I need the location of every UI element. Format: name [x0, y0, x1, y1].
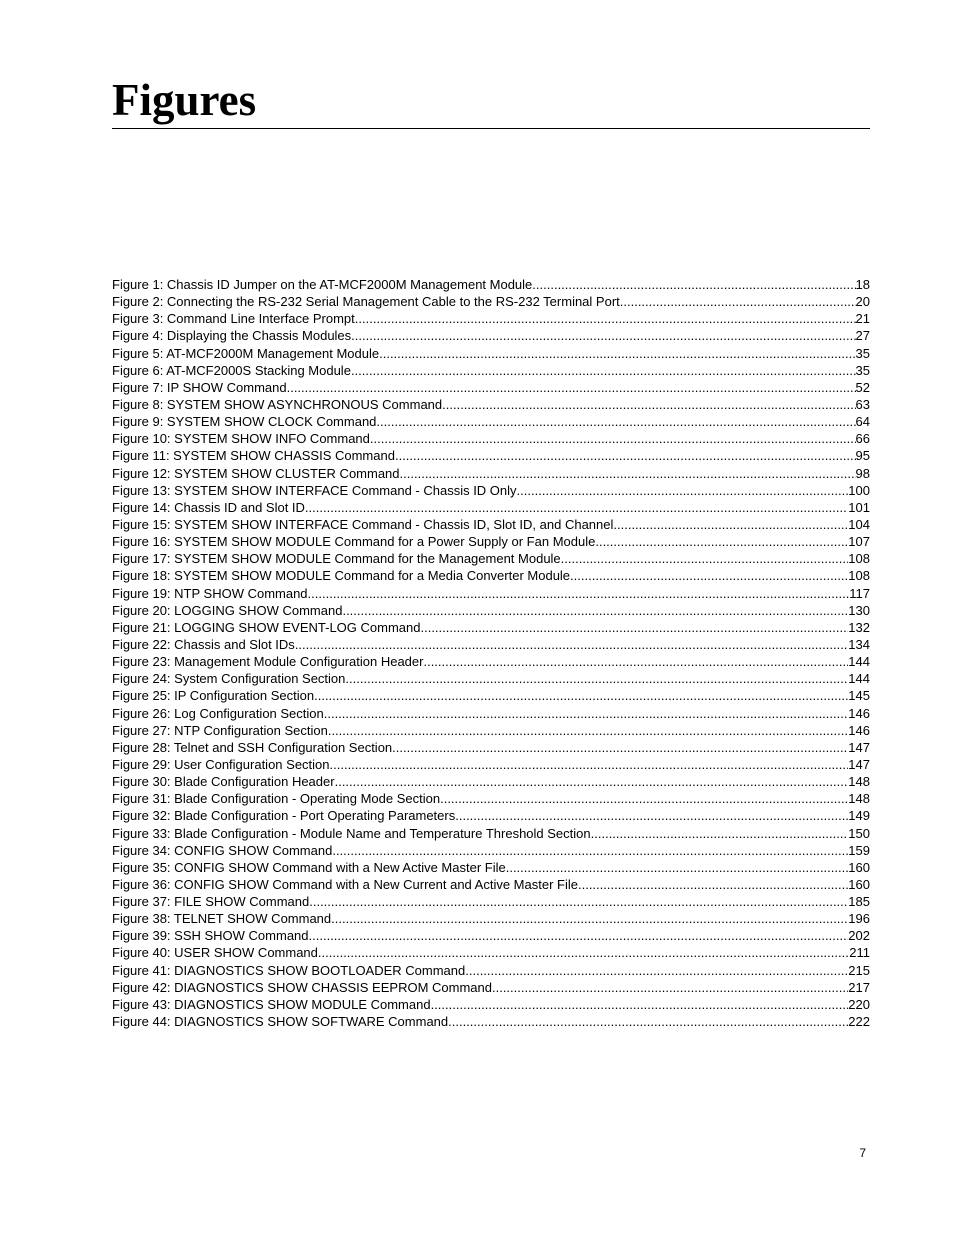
- figure-page-number: 145: [848, 688, 870, 704]
- dot-leader: [591, 825, 849, 842]
- figure-title: Figure 2: Connecting the RS-232 Serial Management Cable to the RS-232 Terminal Port: [112, 294, 620, 310]
- figure-title: Figure 31: Blade Configuration - Operating Mode Section: [112, 791, 441, 807]
- dot-leader: [370, 430, 856, 447]
- dot-leader: [379, 345, 855, 362]
- figure-title: Figure 33: Blade Configuration - Module Name and Temperature Threshold Section: [112, 825, 591, 841]
- dot-leader: [328, 722, 848, 739]
- figure-entry[interactable]: [112, 962, 870, 979]
- page-title: Figures: [112, 75, 257, 125]
- figure-page-number: 147: [848, 756, 870, 772]
- figure-entry[interactable]: [112, 413, 870, 430]
- figure-entry[interactable]: [112, 327, 870, 344]
- figure-page-number: 108: [848, 568, 870, 584]
- figure-page-number: 215: [848, 962, 870, 978]
- figure-entry[interactable]: [112, 345, 870, 362]
- figure-page-number: 63: [855, 396, 870, 412]
- figure-title: Figure 44: DIAGNOSTICS SHOW SOFTWARE Command: [112, 1014, 449, 1030]
- figure-title: Figure 29: User Configuration Section: [112, 756, 330, 772]
- figure-title: Figure 32: Blade Configuration - Port Operating Parameters: [112, 808, 456, 824]
- figure-title: Figure 6: AT-MCF2000S Stacking Module: [112, 362, 351, 378]
- figure-page-number: 148: [848, 774, 870, 790]
- dot-leader: [395, 447, 856, 464]
- figure-page-number: 211: [849, 945, 870, 961]
- figure-entry[interactable]: [112, 893, 870, 910]
- figure-entry[interactable]: [112, 876, 870, 893]
- figure-title: Figure 1: Chassis ID Jumper on the AT-MCF2000M Management Module: [112, 277, 533, 292]
- dot-leader: [331, 910, 848, 927]
- figure-title: Figure 14: Chassis ID and Slot ID: [112, 499, 305, 515]
- figure-page-number: 35: [855, 362, 870, 378]
- figure-page-number: 148: [848, 791, 870, 807]
- figure-title: Figure 12: SYSTEM SHOW CLUSTER Command: [112, 465, 400, 481]
- figure-entry[interactable]: [112, 790, 870, 807]
- figure-entry[interactable]: [112, 825, 870, 842]
- figure-entry[interactable]: [112, 516, 870, 533]
- dot-leader: [420, 619, 848, 636]
- figure-page-number: 196: [848, 911, 870, 927]
- dot-leader: [431, 996, 849, 1013]
- figure-page-number: 64: [855, 414, 870, 430]
- dot-leader: [423, 653, 848, 670]
- figure-entry[interactable]: [112, 996, 870, 1013]
- figure-entry[interactable]: [112, 722, 870, 739]
- figure-title: Figure 5: AT-MCF2000M Management Module: [112, 345, 380, 361]
- dot-leader: [532, 276, 855, 293]
- figure-title: Figure 13: SYSTEM SHOW INTERFACE Command - Chassis ID Only: [112, 482, 517, 498]
- dot-leader: [309, 927, 849, 944]
- dot-leader: [355, 310, 856, 327]
- figure-page-number: 95: [855, 448, 870, 464]
- figure-entry[interactable]: [112, 979, 870, 996]
- figure-entry[interactable]: [112, 550, 870, 567]
- dot-leader: [314, 687, 848, 704]
- figure-page-number: 222: [848, 1014, 870, 1030]
- figure-entry[interactable]: [112, 310, 870, 327]
- figure-title: Figure 7: IP SHOW Command: [112, 379, 287, 395]
- page-number: 7: [859, 1146, 866, 1160]
- title-rule: [112, 128, 870, 129]
- figure-entry[interactable]: [112, 653, 870, 670]
- dot-leader: [455, 807, 848, 824]
- figure-title: Figure 43: DIAGNOSTICS SHOW MODULE Command: [112, 996, 431, 1012]
- figure-title: Figure 18: SYSTEM SHOW MODULE Command for a Media Converter Module: [112, 568, 571, 584]
- figure-page-number: 185: [848, 894, 870, 910]
- figure-entry[interactable]: [112, 379, 870, 396]
- figure-entry[interactable]: [112, 567, 870, 584]
- figure-entry[interactable]: [112, 859, 870, 876]
- figure-title: Figure 24: System Configuration Section: [112, 671, 346, 687]
- figure-page-number: 160: [848, 859, 870, 875]
- dot-leader: [295, 636, 848, 653]
- figure-title: Figure 4: Displaying the Chassis Modules: [112, 328, 352, 344]
- figure-title: Figure 20: LOGGING SHOW Command: [112, 602, 343, 618]
- figure-entry[interactable]: [112, 465, 870, 482]
- dot-leader: [570, 567, 848, 584]
- figure-entry[interactable]: [112, 807, 870, 824]
- figure-entry[interactable]: [112, 619, 870, 636]
- figure-title: Figure 15: SYSTEM SHOW INTERFACE Command - Chassis ID, Slot ID, and Channel: [112, 516, 614, 532]
- figure-page-number: 149: [848, 808, 870, 824]
- dot-leader: [392, 739, 848, 756]
- dot-leader: [440, 790, 848, 807]
- dot-leader: [620, 293, 856, 310]
- figure-page-number: 132: [848, 619, 870, 635]
- figure-title: Figure 16: SYSTEM SHOW MODULE Command for a Power Supply or Fan Module: [112, 534, 596, 550]
- figure-title: Figure 38: TELNET SHOW Command: [112, 911, 332, 927]
- figure-title: Figure 27: NTP Configuration Section: [112, 722, 328, 738]
- figure-entry[interactable]: [112, 482, 870, 499]
- figure-title: Figure 40: USER SHOW Command: [112, 945, 318, 961]
- figure-title: Figure 11: SYSTEM SHOW CHASSIS Command: [112, 448, 395, 464]
- dot-leader: [308, 585, 850, 602]
- figure-page-number: 100: [848, 482, 870, 498]
- figure-page-number: 117: [849, 585, 870, 601]
- figure-page-number: 134: [848, 636, 870, 652]
- figure-page-number: 146: [848, 722, 870, 738]
- figure-entry[interactable]: [112, 739, 870, 756]
- figure-page-number: 160: [848, 876, 870, 892]
- figure-title: Figure 35: CONFIG SHOW Command with a New Active Master File: [112, 859, 506, 875]
- figure-entry[interactable]: [112, 687, 870, 704]
- dot-leader: [305, 499, 848, 516]
- figure-entry[interactable]: [112, 585, 870, 602]
- dot-leader: [324, 705, 849, 722]
- figure-page-number: 52: [855, 379, 870, 395]
- dot-leader: [309, 893, 848, 910]
- dot-leader: [465, 962, 848, 979]
- figure-entry[interactable]: [112, 602, 870, 619]
- dot-leader: [595, 533, 848, 550]
- figure-entry[interactable]: [112, 705, 870, 722]
- dot-leader: [351, 362, 856, 379]
- figure-title: Figure 8: SYSTEM SHOW ASYNCHRONOUS Command: [112, 396, 443, 412]
- figure-entry[interactable]: [112, 293, 870, 310]
- figure-page-number: 101: [848, 499, 870, 515]
- figure-page-number: 217: [848, 979, 870, 995]
- dot-leader: [335, 773, 849, 790]
- figure-list: [112, 276, 870, 1030]
- figure-page-number: 147: [848, 739, 870, 755]
- dot-leader: [442, 396, 855, 413]
- figure-title: Figure 9: SYSTEM SHOW CLOCK Command: [112, 414, 377, 430]
- figure-title: Figure 22: Chassis and Slot IDs: [112, 636, 295, 652]
- figure-page-number: 144: [848, 654, 870, 670]
- figure-page-number: 144: [848, 671, 870, 687]
- figure-entry[interactable]: [112, 927, 870, 944]
- dot-leader: [351, 327, 855, 344]
- figure-entry[interactable]: [112, 533, 870, 550]
- figure-page-number: 20: [855, 294, 870, 310]
- figure-entry[interactable]: [112, 670, 870, 687]
- figure-entry[interactable]: [112, 910, 870, 927]
- figure-page-number: 220: [848, 996, 870, 1012]
- figure-entry[interactable]: [112, 756, 870, 773]
- figure-page-number: 18: [855, 277, 870, 292]
- figure-entry[interactable]: [112, 430, 870, 447]
- dot-leader: [287, 379, 856, 396]
- figure-title: Figure 25: IP Configuration Section: [112, 688, 315, 704]
- dot-leader: [318, 944, 849, 961]
- figure-entry[interactable]: [112, 447, 870, 464]
- dot-leader: [376, 413, 855, 430]
- figure-title: Figure 39: SSH SHOW Command: [112, 928, 309, 944]
- dot-leader: [506, 859, 849, 876]
- dot-leader: [517, 482, 849, 499]
- figure-page-number: 130: [848, 602, 870, 618]
- dot-leader: [492, 979, 848, 996]
- dot-leader: [332, 842, 848, 859]
- figure-page-number: 66: [855, 431, 870, 447]
- figure-page-number: 150: [848, 825, 870, 841]
- figure-page-number: 108: [848, 551, 870, 567]
- figure-entry[interactable]: [112, 842, 870, 859]
- figure-page-number: 146: [848, 705, 870, 721]
- figure-title: Figure 28: Telnet and SSH Configuration Section: [112, 739, 393, 755]
- figure-page-number: 159: [848, 842, 870, 858]
- figure-title: Figure 10: SYSTEM SHOW INFO Command: [112, 431, 370, 447]
- figure-title: Figure 34: CONFIG SHOW Command: [112, 842, 333, 858]
- figure-title: Figure 30: Blade Configuration Header: [112, 774, 335, 790]
- figure-page-number: 35: [855, 345, 870, 361]
- figure-page-number: 107: [848, 534, 870, 550]
- figure-page-number: 202: [848, 928, 870, 944]
- figure-entry[interactable]: [112, 362, 870, 379]
- figure-title: Figure 36: CONFIG SHOW Command with a New Current and Active Master File: [112, 876, 578, 892]
- dot-leader: [613, 516, 848, 533]
- figure-entry[interactable]: [112, 944, 870, 961]
- figure-page-number: 98: [855, 465, 870, 481]
- dot-leader: [561, 550, 849, 567]
- figure-title: Figure 42: DIAGNOSTICS SHOW CHASSIS EEPROM Command: [112, 979, 492, 995]
- dot-leader: [342, 602, 848, 619]
- figure-entry[interactable]: [112, 1013, 870, 1030]
- dot-leader: [330, 756, 849, 773]
- dot-leader: [345, 670, 848, 687]
- figure-entry[interactable]: [112, 773, 870, 790]
- figure-title: Figure 17: SYSTEM SHOW MODULE Command for the Management Module: [112, 551, 561, 567]
- figure-title: Figure 26: Log Configuration Section: [112, 705, 324, 721]
- figure-entry[interactable]: [112, 499, 870, 516]
- figure-title: Figure 37: FILE SHOW Command: [112, 894, 310, 910]
- figure-title: Figure 23: Management Module Configuration Header: [112, 654, 424, 670]
- figure-page-number: 27: [855, 328, 870, 344]
- figure-entry[interactable]: [112, 396, 870, 413]
- figure-entry[interactable]: [112, 276, 870, 293]
- figure-entry[interactable]: [112, 636, 870, 653]
- dot-leader: [578, 876, 848, 893]
- figure-page-number: 104: [848, 516, 870, 532]
- dot-leader: [400, 465, 856, 482]
- figure-title: Figure 41: DIAGNOSTICS SHOW BOOTLOADER Command: [112, 962, 466, 978]
- figure-title: Figure 21: LOGGING SHOW EVENT-LOG Command: [112, 619, 421, 635]
- figure-title: Figure 3: Command Line Interface Prompt: [112, 311, 355, 327]
- dot-leader: [448, 1013, 848, 1030]
- figure-title: Figure 19: NTP SHOW Command: [112, 585, 308, 601]
- figure-page-number: 21: [855, 311, 870, 327]
